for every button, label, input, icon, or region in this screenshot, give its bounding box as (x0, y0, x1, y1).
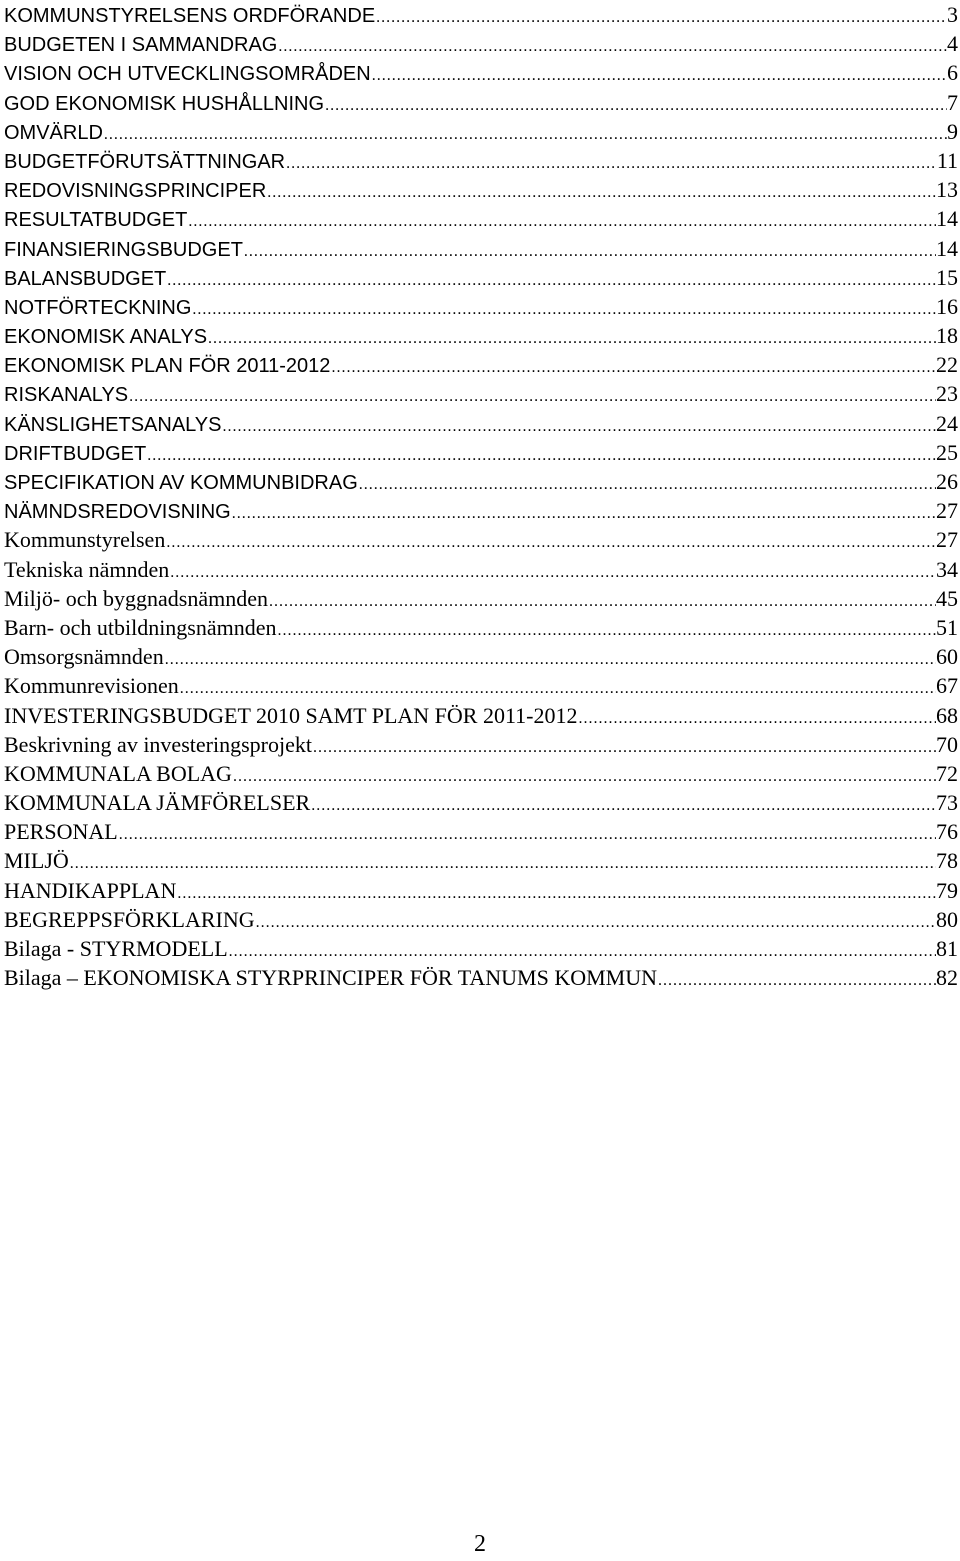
toc-entry[interactable] (4, 379, 958, 408)
toc-entry[interactable] (4, 467, 958, 496)
toc-entry-title: Beskrivning av investeringsprojekt (4, 731, 312, 757)
toc-entry[interactable] (4, 321, 958, 350)
toc-dot-leader (69, 849, 936, 875)
toc-entry-title: Kommunstyrelsen (4, 527, 166, 553)
toc-entry-page: 22 (936, 352, 958, 378)
toc-entry-title: Tekniska nämnden (4, 556, 170, 582)
toc-entry-page: 76 (936, 819, 958, 845)
toc-dot-leader (187, 207, 936, 233)
toc-entry[interactable] (4, 759, 958, 788)
toc-entry-page: 3 (947, 2, 958, 27)
toc-entry-title: Barn- och utbildningsnämnden (4, 614, 277, 640)
toc-entry-page: 13 (936, 177, 958, 203)
toc-entry-page: 80 (936, 906, 958, 932)
toc-dot-leader (221, 412, 936, 438)
toc-entry[interactable] (4, 934, 958, 963)
table-of-contents (4, 0, 958, 992)
toc-entry-page: 70 (936, 731, 958, 757)
toc-entry-page: 4 (947, 31, 958, 57)
toc-entry-title: Omsorgsnämnden (4, 644, 164, 670)
toc-dot-leader (164, 645, 936, 671)
toc-entry[interactable] (4, 29, 958, 58)
toc-entry[interactable] (4, 0, 958, 29)
toc-entry-title: NOTFÖRTECKNING (4, 296, 192, 319)
toc-entry[interactable] (4, 525, 958, 554)
toc-entry[interactable] (4, 584, 958, 613)
toc-entry-page: 82 (936, 965, 958, 991)
toc-entry-title: HANDIKAPPLAN (4, 877, 177, 903)
toc-entry-title: FINANSIERINGSBUDGET (4, 238, 243, 261)
toc-dot-leader (312, 733, 936, 759)
toc-entry-page: 18 (936, 323, 958, 349)
toc-entry-page: 73 (936, 790, 958, 816)
toc-entry-title: GOD EKONOMISK HUSHÅLLNING (4, 92, 325, 115)
toc-entry[interactable] (4, 846, 958, 875)
toc-entry[interactable] (4, 613, 958, 642)
toc-entry-page: 34 (936, 556, 958, 582)
toc-entry-page: 16 (936, 293, 958, 319)
toc-entry-page: 60 (936, 644, 958, 670)
toc-dot-leader (371, 61, 947, 87)
toc-entry[interactable] (4, 730, 958, 759)
toc-entry-title: INVESTERINGSBUDGET 2010 SAMT PLAN FÖR 2011-2012 (4, 702, 578, 728)
toc-entry[interactable] (4, 438, 958, 467)
toc-dot-leader (165, 528, 936, 554)
toc-entry-title: EKONOMISK ANALYS (4, 326, 208, 349)
toc-entry-page: 78 (936, 848, 958, 874)
toc-dot-leader (103, 120, 947, 146)
toc-entry-title: OMVÄRLD (4, 121, 103, 144)
toc-entry[interactable] (4, 263, 958, 292)
toc-entry-page: 79 (936, 877, 958, 903)
toc-entry-page: 72 (936, 760, 958, 786)
toc-entry-page: 15 (936, 264, 958, 290)
toc-dot-leader (207, 324, 936, 350)
toc-entry-page: 25 (936, 439, 958, 465)
toc-entry[interactable] (4, 88, 958, 117)
toc-entry-title: BALANSBUDGET (4, 267, 167, 290)
toc-entry-title: RESULTATBUDGET (4, 209, 188, 232)
toc-entry[interactable] (4, 234, 958, 263)
toc-dot-leader (231, 499, 936, 525)
toc-entry[interactable] (4, 146, 958, 175)
toc-dot-leader (657, 966, 936, 992)
toc-entry[interactable] (4, 175, 958, 204)
toc-entry-title: Kommunrevisionen (4, 673, 179, 699)
toc-entry[interactable] (4, 292, 958, 321)
toc-entry[interactable] (4, 555, 958, 584)
toc-entry-page: 11 (936, 147, 958, 173)
toc-entry[interactable] (4, 409, 958, 438)
toc-dot-leader (179, 674, 936, 700)
toc-entry[interactable] (4, 350, 958, 379)
toc-dot-leader (266, 178, 936, 204)
toc-dot-leader (330, 353, 936, 379)
toc-dot-leader (146, 441, 936, 467)
toc-entry-title: BEGREPPSFÖRKLARING (4, 906, 255, 932)
toc-entry-page: 81 (936, 936, 958, 961)
toc-entry-page: 7 (947, 89, 958, 115)
toc-entry[interactable] (4, 701, 958, 730)
toc-dot-leader (375, 3, 947, 29)
toc-entry-title: Bilaga – EKONOMISKA STYRPRINCIPER FÖR TANUMS KOMMUN (4, 965, 658, 991)
toc-entry[interactable] (4, 788, 958, 817)
toc-dot-leader (277, 616, 936, 642)
toc-entry[interactable] (4, 817, 958, 846)
toc-entry-title: EKONOMISK PLAN FÖR 2011-2012 (4, 355, 331, 378)
toc-entry-title: BUDGETEN I SAMMANDRAG (4, 34, 278, 57)
toc-entry-page: 27 (936, 527, 958, 553)
toc-entry[interactable] (4, 117, 958, 146)
toc-entry[interactable] (4, 642, 958, 671)
toc-entry-page: 9 (947, 118, 958, 144)
toc-dot-leader (243, 237, 936, 263)
toc-entry-title: DRIFTBUDGET (4, 442, 147, 465)
toc-dot-leader (324, 91, 947, 117)
toc-dot-leader (191, 295, 936, 321)
toc-dot-leader (166, 266, 936, 292)
toc-entry-page: 27 (936, 498, 958, 524)
toc-dot-leader (228, 937, 936, 963)
toc-entry-page: 45 (936, 585, 958, 611)
toc-dot-leader (277, 32, 947, 58)
toc-dot-leader (285, 149, 937, 175)
toc-entry[interactable] (4, 905, 958, 934)
toc-entry-title: BUDGETFÖRUTSÄTTNINGAR (4, 150, 286, 173)
toc-entry[interactable] (4, 671, 958, 700)
toc-entry-title: REDOVISNINGSPRINCIPER (4, 180, 267, 203)
toc-entry[interactable] (4, 496, 958, 525)
toc-entry-page: 51 (936, 614, 958, 640)
toc-entry[interactable] (4, 876, 958, 905)
toc-entry-title: KOMMUNALA JÄMFÖRELSER (4, 790, 311, 816)
toc-entry[interactable] (4, 204, 958, 233)
toc-entry-title: RISKANALYS (4, 384, 129, 407)
toc-dot-leader (358, 470, 936, 496)
toc-entry-page: 6 (947, 60, 958, 86)
toc-entry-title: NÄMNDSREDOVISNING (4, 501, 231, 524)
toc-dot-leader (577, 704, 936, 730)
toc-entry[interactable] (4, 58, 958, 87)
toc-dot-leader (255, 908, 936, 934)
toc-entry-title: SPECIFIKATION AV KOMMUNBIDRAG (4, 472, 358, 494)
toc-dot-leader (310, 791, 936, 817)
toc-entry-title: Bilaga - STYRMODELL (4, 936, 228, 961)
toc-entry-title: Miljö- och byggnadsnämnden (4, 585, 268, 611)
toc-entry-title: MILJÖ (4, 848, 69, 874)
toc-dot-leader (232, 762, 936, 788)
toc-entry-page: 23 (936, 381, 958, 407)
toc-dot-leader (118, 820, 936, 846)
page-number: 2 (474, 1531, 486, 1557)
toc-dot-leader (268, 587, 936, 613)
toc-entry-page: 26 (936, 469, 958, 494)
toc-entry-page: 67 (936, 673, 958, 699)
toc-entry-page: 14 (936, 206, 958, 232)
toc-entry-title: VISION OCH UTVECKLINGSOMRÅDEN (4, 63, 371, 86)
toc-dot-leader (128, 382, 936, 408)
toc-entry[interactable] (4, 963, 958, 992)
toc-entry-title: KÄNSLIGHETSANALYS (4, 413, 222, 436)
toc-dot-leader (169, 558, 936, 584)
toc-entry-title: KOMMUNSTYRELSENS ORDFÖRANDE (4, 5, 376, 27)
toc-entry-page: 14 (936, 235, 958, 261)
toc-entry-title: PERSONAL (4, 819, 118, 845)
toc-dot-leader (176, 879, 936, 905)
toc-entry-page: 68 (936, 702, 958, 728)
toc-entry-title: KOMMUNALA BOLAG (4, 760, 232, 786)
toc-entry-page: 24 (936, 410, 958, 436)
